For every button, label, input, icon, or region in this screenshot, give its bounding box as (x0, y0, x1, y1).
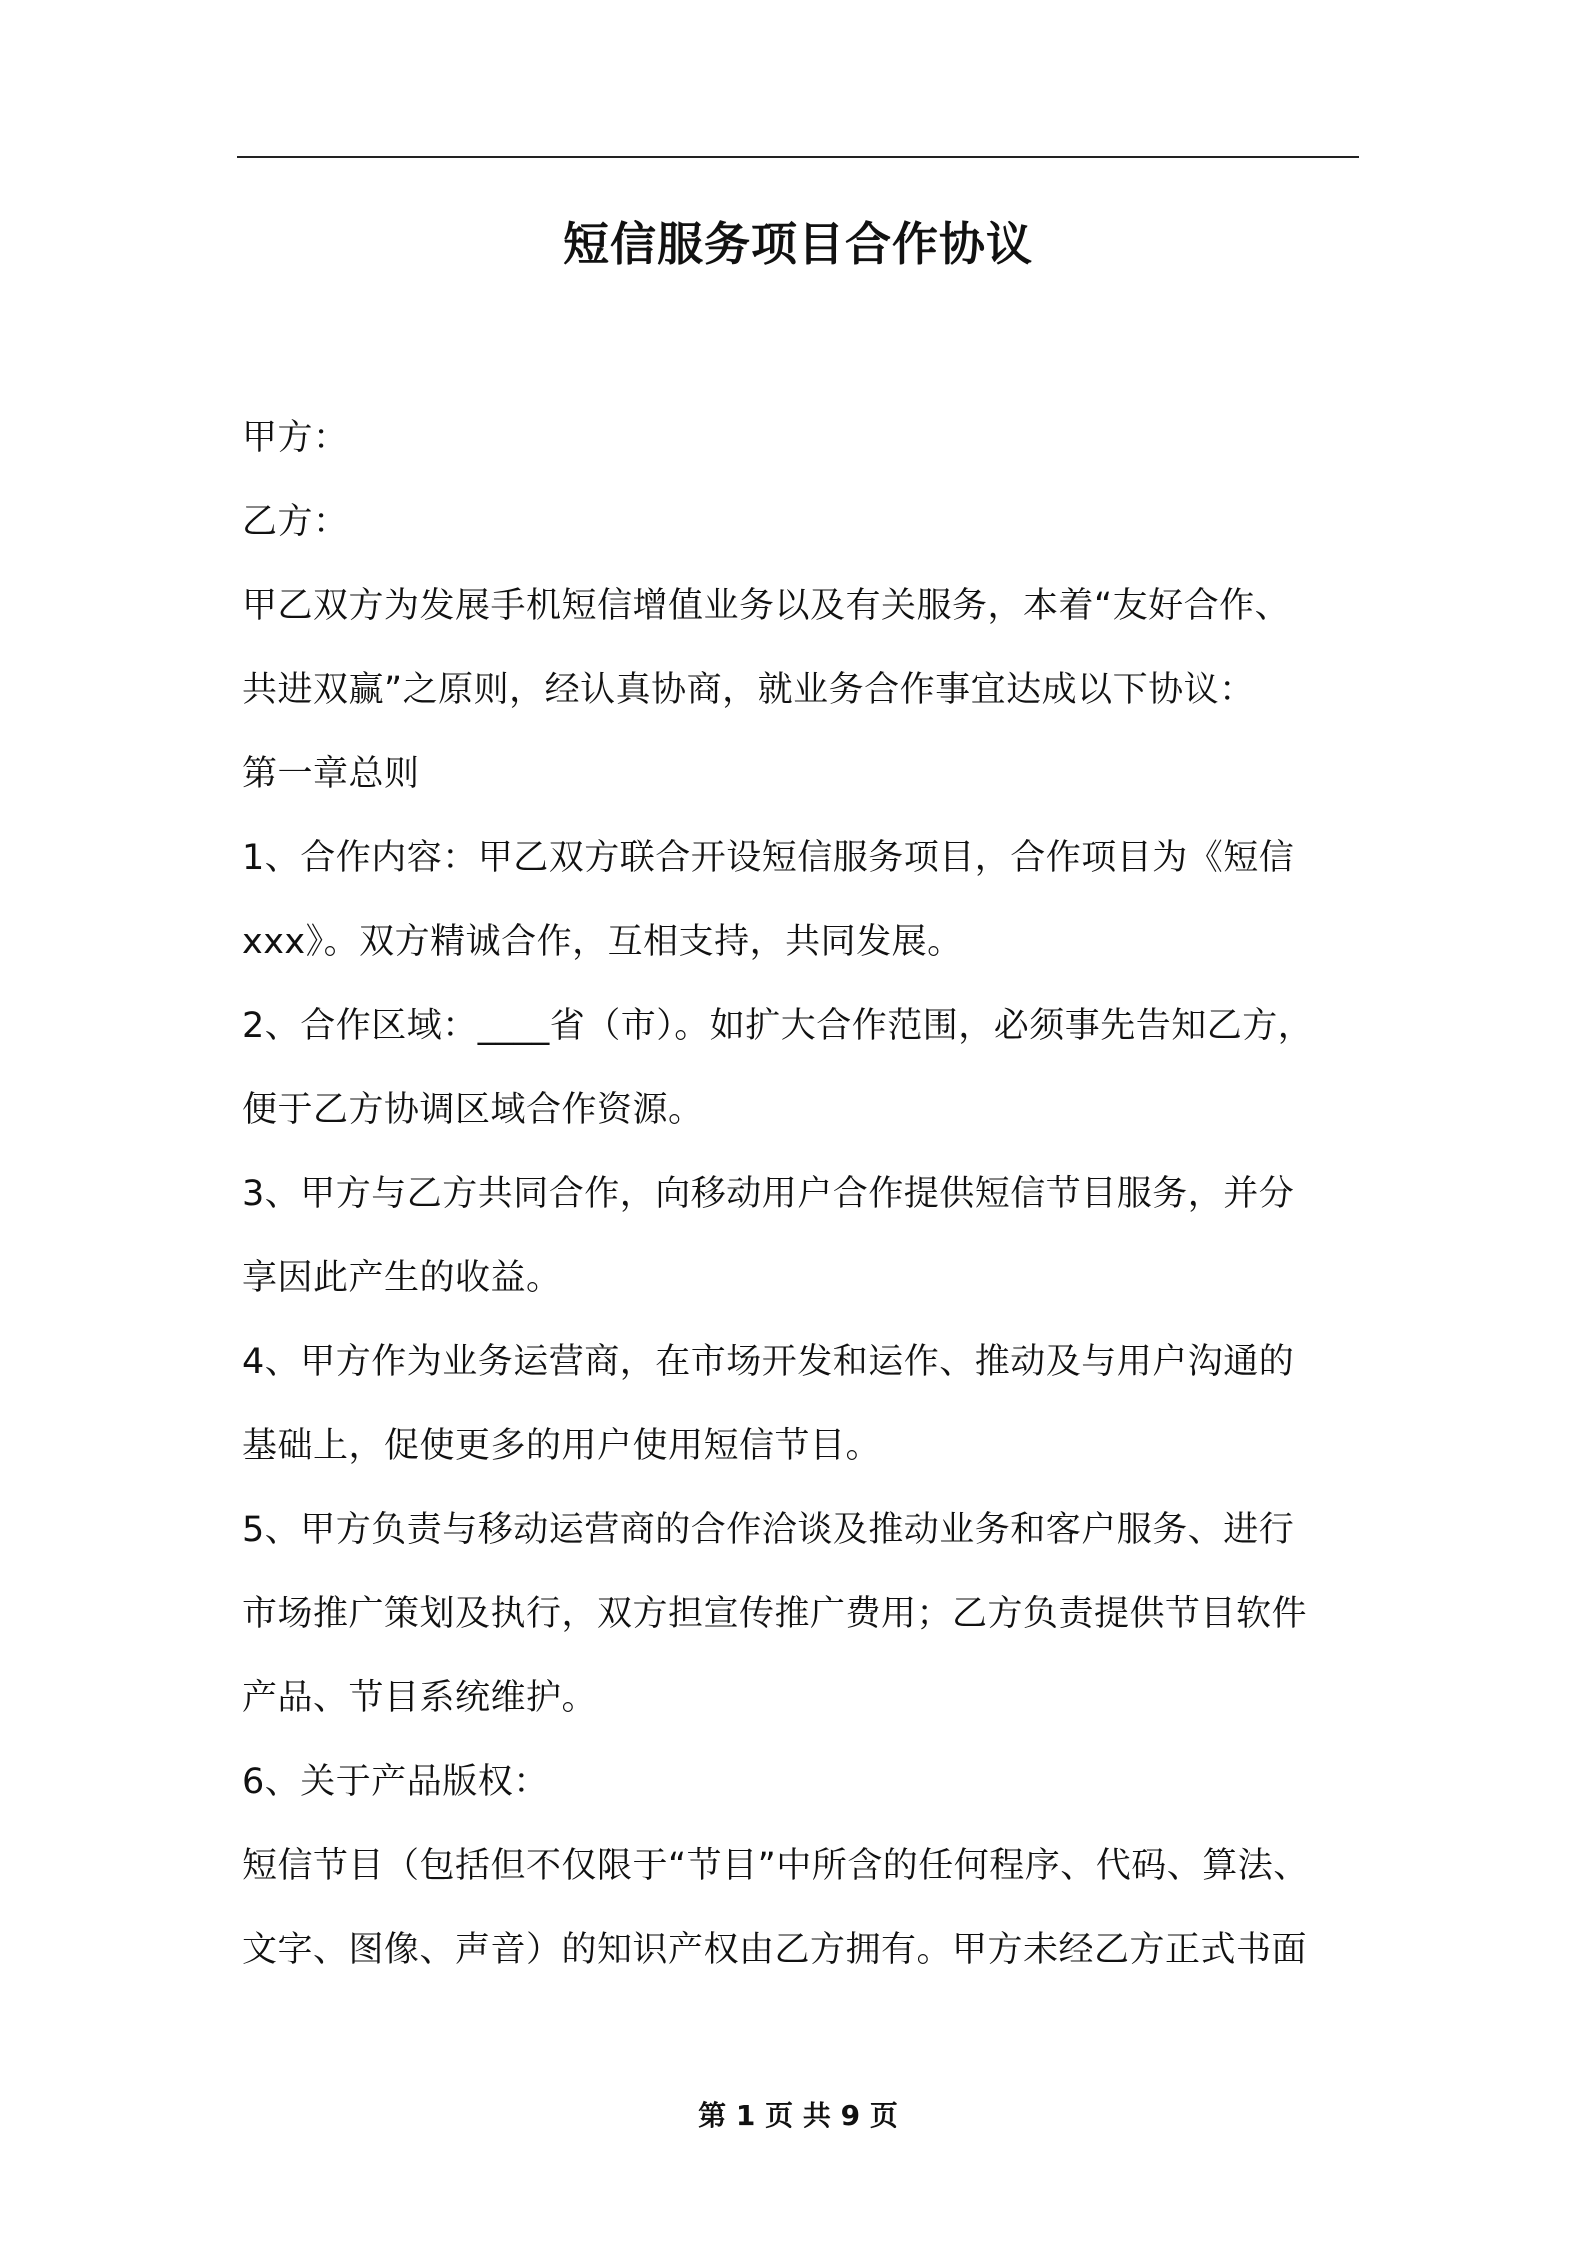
clause-4-line: 4、甲方作为业务运营商，在市场开发和运作、推动及与用户沟通的 (242, 1342, 1295, 1382)
copyright-line: 短信节目（包括但不仅限于“节目”中所含的任何程序、代码、算法、 (242, 1846, 1309, 1886)
clause-2-line: 便于乙方协调区域合作资源。 (242, 1090, 704, 1130)
clause-1-line: xxx》。双方精诚合作，互相支持，共同发展。 (242, 922, 963, 962)
clause-3-line: 享因此产生的收益。 (242, 1258, 562, 1298)
header-rule (237, 156, 1359, 158)
chapter-heading: 第一章总则 (242, 754, 420, 794)
party-b-line: 乙方： (242, 502, 349, 542)
clause-5-line: 5、甲方负责与移动运营商的合作洽谈及推动业务和客户服务、进行 (242, 1510, 1295, 1550)
clause-3-line: 3、甲方与乙方共同合作，向移动用户合作提供短信节目服务，并分 (242, 1174, 1295, 1214)
document-title: 短信服务项目合作协议 (563, 217, 1033, 271)
preamble-line: 共进双赢”之原则，经认真协商，就业务合作事宜达成以下协议： (242, 670, 1255, 710)
party-a-line: 甲方： (242, 418, 349, 458)
clause-2-line: 2、合作区域：____省（市）。如扩大合作范围，必须事先告知乙方， (242, 1006, 1314, 1046)
copyright-line: 文字、图像、声音）的知识产权由乙方拥有。甲方未经乙方正式书面 (242, 1930, 1308, 1970)
clause-4-line: 基础上，促使更多的用户使用短信节目。 (242, 1426, 882, 1466)
document-body (242, 406, 1362, 2002)
clause-1-line: 1、合作内容：甲乙双方联合开设短信服务项目，合作项目为《短信 (242, 838, 1295, 878)
preamble-line: 甲乙双方为发展手机短信增值业务以及有关服务，本着“友好合作、 (242, 586, 1291, 626)
page-number: 第 1 页 共 9 页 (698, 2099, 898, 2132)
clause-5-line: 产品、节目系统维护。 (242, 1678, 598, 1718)
clause-5-line: 市场推广策划及执行，双方担宣传推广费用；乙方负责提供节目软件 (242, 1594, 1308, 1634)
clause-6-heading: 6、关于产品版权： (242, 1762, 549, 1802)
